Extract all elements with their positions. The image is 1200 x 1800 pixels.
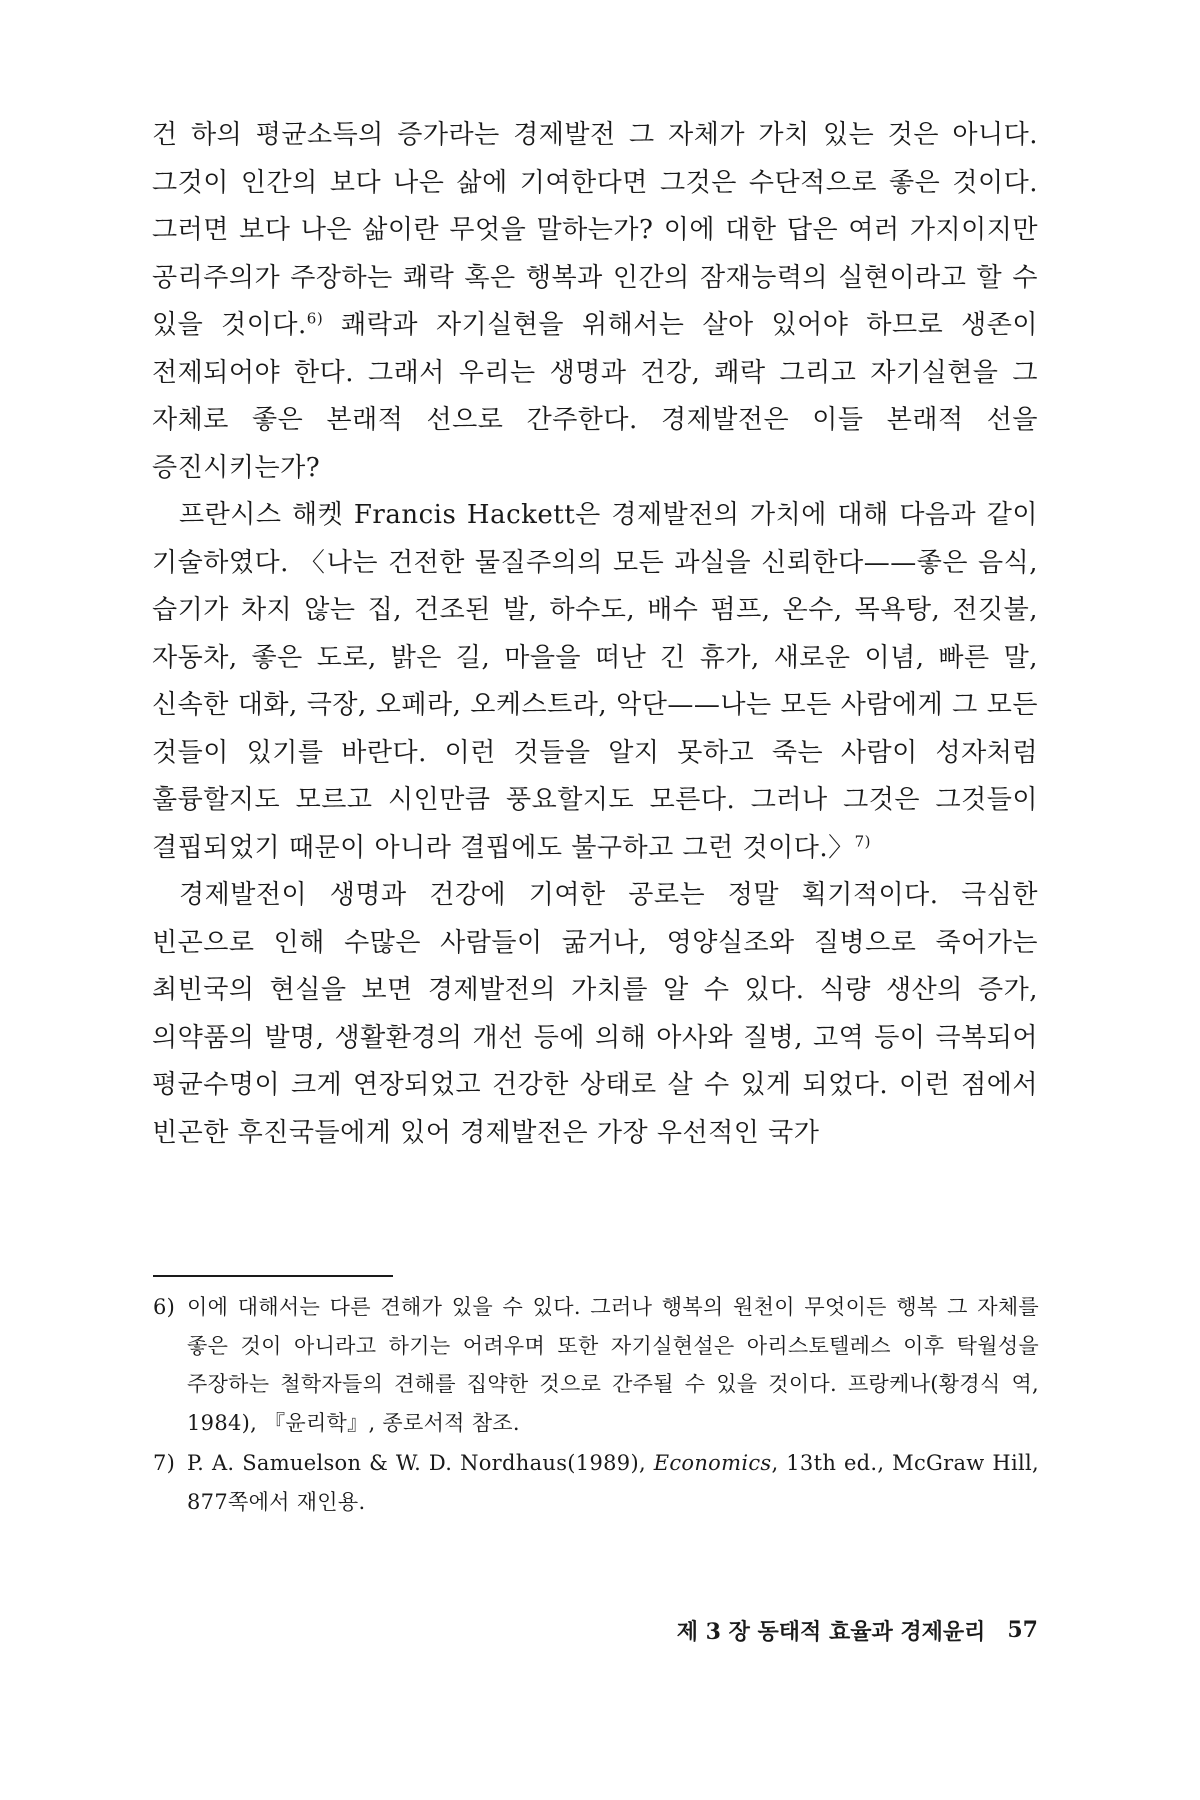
paragraph-3-text: 경제발전이 생명과 건강에 기여한 공로는 정말 획기적이다. 극심한 빈곤으로 인해 수많은 사람들이 굶거나, 영양실조와 질병으로 죽어가는 최빈국의 현실을 보면 경제발전의 가치를 알 수 있다. 식량 생산의 증가, 의약품의 발명, 생활환경의 개선 등에 의해 아사와 질병, 고역 등이 극복되어 평균수명이 크게 연장되었고 건강한 상태로 살 수 있게 되었다. 이런 점에서 빈곤한 후진국들에게 있어 경제발전은 가장 우선적인 국가 <box>152 880 1038 1148</box>
running-footer <box>618 1612 1038 1648</box>
paragraph-1-text-continued: 쾌락과 자기실현을 위해서는 살아 있어야 하므로 생존이 전제되어야 한다. 그래서 우리는 생명과 건강, 쾌락 그리고 자기실현을 그 자체로 좋은 본래적 선으로 간주한다. 경제발전은 이들 본래적 선을 증진시키는가? <box>152 310 1038 483</box>
footnote-6-number: 6) <box>153 1295 176 1319</box>
footnote-ref-6: 6) <box>306 309 324 328</box>
footnote-7-authors: P. A. Samuelson & W. D. Nordhaus(1989), <box>187 1451 654 1475</box>
paragraph-2-text: 프란시스 해켓 Francis Hackett은 경제발전의 가치에 대해 다음과 같이 기술하였다. 〈나는 건전한 물질주의의 모든 과실을 신뢰한다——좋은 음식, 습기가 차지 않는 집, 건조된 발, 하수도, 배수 펌프, 온수, 목욕탕, 전깃불, 자동차, 좋은 도로, 밝은 길, 마을을 떠난 긴 휴가, 새로운 이념, 빠른 말, 신속한 대화, 극장, 오페라, 오케스트라, 악단——나는 모든 사람에게 그 모든 것들이 있기를 바란다. 이런 것들을 알지 못하고 죽는 사람이 성자처럼 훌륭할지도 모르고 시인만큼 풍요할지도 모른다. 그러나 그것은 그것들이 결핍되었기 때문이 아니라 결핍에도 불구하고 그런 것이다.〉 <box>152 500 1038 863</box>
footnote-7-number: 7) <box>153 1451 176 1475</box>
footnote-7-book-title: Economics <box>653 1451 772 1475</box>
footnote-6 <box>153 1288 1039 1442</box>
footnote-7-text: , 13th ed., McGraw Hill, 877쪽에서 재인용. <box>187 1451 1039 1514</box>
footnotes <box>153 1288 1039 1523</box>
footnote-7 <box>153 1444 1039 1521</box>
page-number: 57 <box>1007 1617 1038 1643</box>
paragraph-3 <box>152 872 1038 1157</box>
chapter-title: 제 3 장 동태적 효율과 경제윤리 <box>676 1618 986 1645</box>
paragraph-2 <box>152 492 1038 872</box>
footnote-divider <box>153 1275 393 1277</box>
footnote-ref-7: 7) <box>854 831 872 850</box>
paragraph-1 <box>152 112 1038 492</box>
body-text <box>152 112 1038 1157</box>
footnote-6-text: 이에 대해서는 다른 견해가 있을 수 있다. 그러나 행복의 원천이 무엇이든 행복 그 자체를 좋은 것이 아니라고 하기는 어려우며 또한 자기실현설은 아리스토텔레스 이후 탁월성을 주장하는 철학자들의 견해를 집약한 것으로 간주될 수 있을 것이다. 프랑케나(황경식 역, 1984), 『윤리학』, 종로서적 참조. <box>187 1295 1039 1435</box>
paragraph-1-text: 건 하의 평균소득의 증가라는 경제발전 그 자체가 가치 있는 것은 아니다. 그것이 인간의 보다 나은 삶에 기여한다면 그것은 수단적으로 좋은 것이다. 그러면 보다 나은 삶이란 무엇을 말하는가? 이에 대한 답은 여러 가지이지만 공리주의가 주장하는 쾌락 혹은 행복과 인간의 잠재능력의 실현이라고 할 수 있을 것이다. <box>152 120 1038 340</box>
